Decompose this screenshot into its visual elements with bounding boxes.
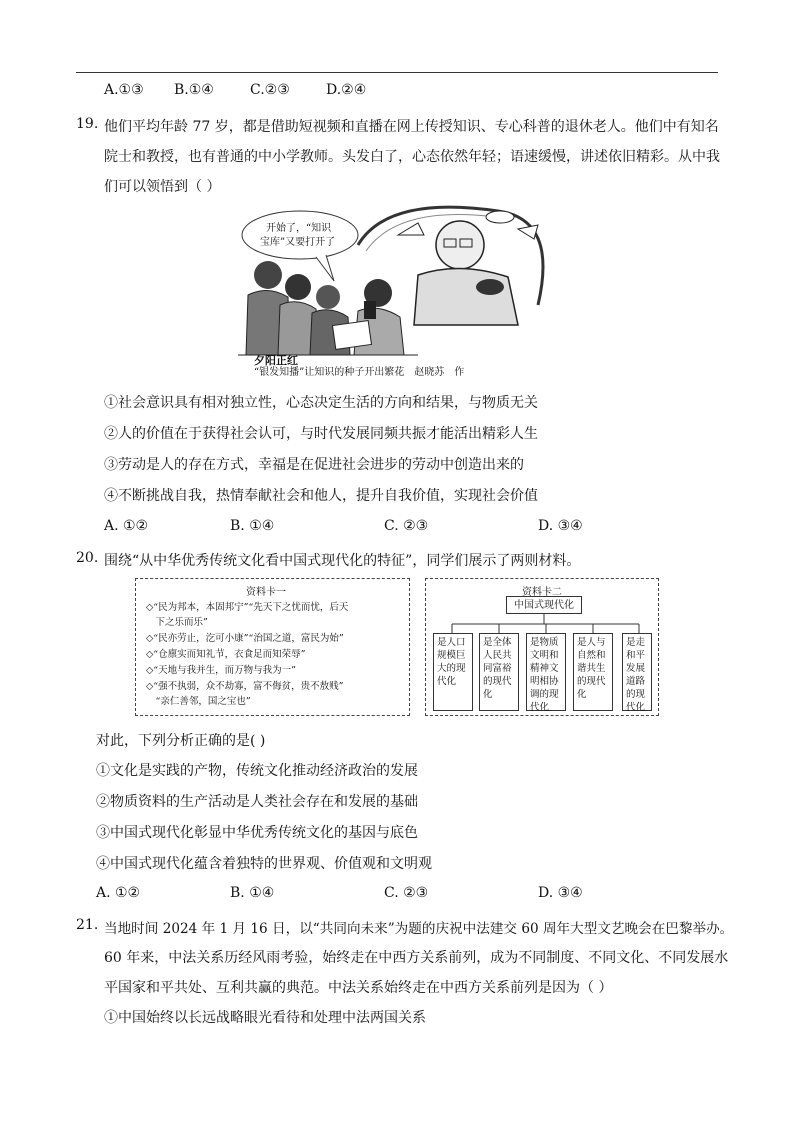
cartoon-illustration — [238, 205, 560, 378]
cartoon-speech-line-1: 开始了，“知识 — [266, 223, 332, 234]
q20-option-d: D. ③④ — [538, 885, 583, 901]
material-card-one — [135, 578, 410, 716]
q20-option-a: A. ①② — [96, 885, 141, 901]
material-card-two — [425, 578, 659, 716]
q20-statement-2: ②物质资料的生产活动是人类社会存在和发展的基础 — [96, 794, 418, 810]
q21-statement-1: ①中国始终以长远战略眼光看待和处理中法两国关系 — [104, 1010, 426, 1026]
q20-option-b: B. ①④ — [230, 885, 275, 901]
q19-option-b: B. ①④ — [230, 518, 275, 534]
q21-number: 21. — [76, 917, 99, 933]
q19-statement-4: ④不断挑战自我，热情奉献社会和他人，提升自我价值，实现社会价值 — [104, 488, 538, 504]
prev-option-a: A.①③ — [104, 82, 144, 98]
card-one-item: “亲仁善邻，国之宝也” — [146, 696, 251, 707]
q19-option-c: C. ②③ — [384, 518, 429, 534]
card-one-title: 资料卡一 — [246, 587, 286, 598]
card-two-box: 是全体人民共同富裕的现代化 — [479, 633, 519, 711]
card-one-item: 下之乐而乐” — [146, 617, 208, 628]
card-one-item: ◇“仓廪实而知礼节，衣食足而知荣辱” — [146, 649, 306, 660]
card-one-item: ◇“强不执弱，众不劫寡，富不侮贫，贵不敖贱” — [146, 681, 344, 692]
card-two-box: 是走和平发展道路的现代化 — [622, 633, 652, 711]
q19-line-3: 们可以领悟到（ ） — [104, 179, 221, 195]
q19-option-a: A. ①② — [104, 518, 149, 534]
q19-line-1: 他们平均年龄 77 岁，都是借助短视频和直播在网上传授知识、专心科普的退休老人。他们中有知名 — [104, 119, 719, 135]
q19-option-d: D. ③④ — [538, 518, 583, 534]
q19-statement-3: ③劳动是人的存在方式，幸福是在促进社会进步的劳动中创造出来的 — [104, 457, 524, 473]
q21-line-2: 60 年来，中法关系历经风雨考验，始终走在中西方关系前列，成为不同制度、不同文化、不同发展水 — [104, 950, 729, 966]
cartoon-caption: “银发知播”让知识的种子开出繁花 赵晓苏 作 — [254, 367, 465, 378]
q20-number: 20. — [76, 550, 99, 566]
q19-statement-2: ②人的价值在于获得社会认可，与时代发展同频共振才能活出精彩人生 — [104, 426, 538, 442]
prev-option-d: D.②④ — [326, 82, 367, 98]
q21-line-3: 平国家和平共处、互利共赢的典范。中法关系始终走在中西方关系前列是因为（ ） — [104, 980, 613, 996]
q20-question: 对此，下列分析正确的是( ) — [96, 733, 266, 749]
q21-line-1: 当地时间 2024 年 1 月 16 日，以“共同向未来”为题的庆祝中法建交 60 周年大型文艺晚会在巴黎举办。 — [104, 921, 734, 937]
card-two-box: 是物质文明和精神文明相协调的现代化 — [526, 633, 566, 711]
q19-number: 19. — [76, 116, 99, 132]
cartoon-title: 夕阳正红 — [254, 354, 298, 367]
q19-line-2: 院士和教授，也有普通的中小学教师。头发白了，心态依然年轻；语速缓慢，讲述依旧精彩。从中我 — [104, 149, 720, 165]
q20-stem: 围绕“从中华优秀传统文化看中国式现代化的特征”，同学们展示了两则材料。 — [104, 553, 581, 569]
card-two-box: 是人与自然和谐共生的现代化 — [573, 633, 613, 711]
card-two-title: 资料卡二 — [522, 587, 562, 598]
prev-option-b: B.①④ — [174, 82, 214, 98]
card-one-item: ◇“民为邦本，本固邦宁”“先天下之忧而忧，后天 — [146, 602, 349, 613]
card-two-box: 是人口规模巨大的现代化 — [433, 633, 473, 711]
q20-statement-1: ①文化是实践的产物，传统文化推动经济政治的发展 — [96, 763, 418, 779]
q20-option-c: C. ②③ — [384, 885, 429, 901]
prev-option-c: C.②③ — [250, 82, 290, 98]
q20-statement-4: ④中国式现代化蕴含着独特的世界观、价值观和文明观 — [96, 856, 432, 872]
cartoon-speech-line-2: 宝库”又要打开了 — [260, 237, 336, 248]
card-one-item: ◇“天地与我并生，而万物与我为一” — [146, 665, 297, 676]
card-one-item: ◇“民亦劳止，汔可小康”“治国之道，富民为始” — [146, 633, 344, 644]
header-rule — [76, 72, 718, 73]
q20-statement-3: ③中国式现代化彰显中华优秀传统文化的基因与底色 — [96, 825, 418, 841]
card-two-root: 中国式现代化 — [506, 596, 582, 614]
q19-statement-1: ①社会意识具有相对独立性，心态决定生活的方向和结果，与物质无关 — [104, 395, 538, 411]
